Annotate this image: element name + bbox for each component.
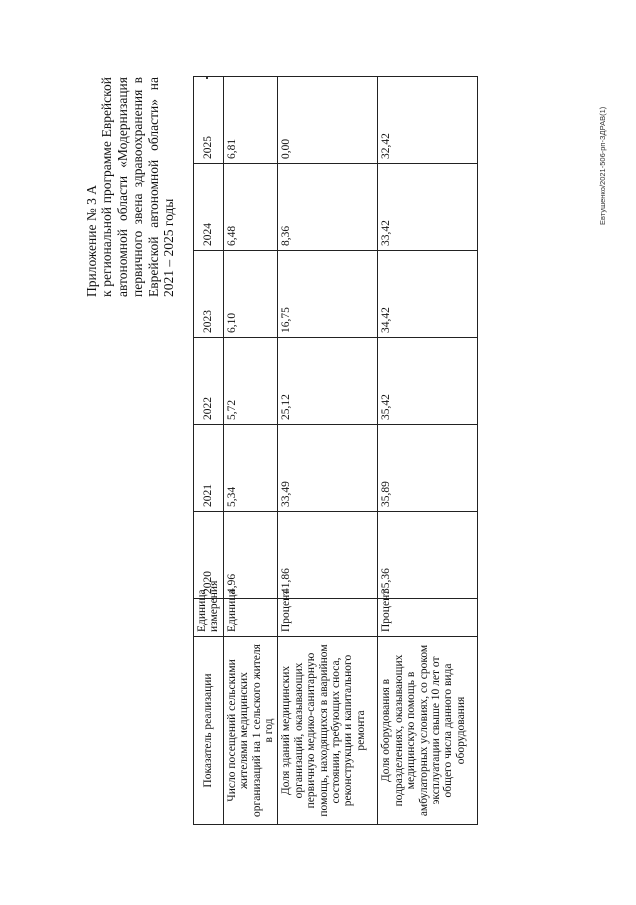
row-2-value-2025: 0,00 bbox=[278, 77, 378, 164]
row-1-value-2023: 6,10 bbox=[223, 251, 278, 338]
row-2-value-2020: 41,86 bbox=[278, 512, 378, 599]
row-2-unit: Процент bbox=[278, 599, 378, 637]
document-reference: Евтушенко/2021-506-рп-ЗДРАВ(1) bbox=[598, 106, 607, 225]
row-2-value-2023: 16,75 bbox=[278, 251, 378, 338]
row-1-value-2024: 6,48 bbox=[223, 164, 278, 251]
row-1-value-2021: 5,34 bbox=[223, 425, 278, 512]
row-3-value-2020: 35,36 bbox=[378, 512, 478, 599]
row-3-indicator: Доля оборудования в подразделениях, оказывающих медицинскую помощь в амбулаторных условиях, со сроком эксплуатации свыше 10 лет от общего числа данного вида оборудования bbox=[378, 637, 478, 825]
appendix-title: Приложение № 3 А bbox=[84, 185, 99, 297]
header-year-2023: 2023 bbox=[194, 251, 224, 338]
indicators-table bbox=[193, 76, 478, 825]
header-row bbox=[194, 77, 224, 825]
table-row bbox=[223, 77, 278, 825]
table-row bbox=[378, 77, 478, 825]
row-2-indicator: Доля зданий медицинских организаций, оказывающих первичную медико-санитарную помощь, находящихся в аварийном состоянии, требующих сноса, реконструкции и капитального ремонта bbox=[278, 637, 378, 825]
appendix-subtitle: к региональной программе Еврейской автономной области «Модернизация первичного звена здравоохранения в Еврейской автономной области» на 2021 – 2025 годы bbox=[99, 77, 177, 297]
row-2-value-2022: 25,12 bbox=[278, 338, 378, 425]
header-year-2025: 2025 bbox=[194, 77, 224, 164]
header-unit: Единица измерения bbox=[194, 599, 224, 637]
row-3-unit: Процент bbox=[378, 599, 478, 637]
table-row bbox=[278, 77, 378, 825]
header-indicator: Показатель реализации bbox=[194, 637, 224, 825]
header-year-2024: 2024 bbox=[194, 164, 224, 251]
row-3-value-2025: 32,42 bbox=[378, 77, 478, 164]
header-year-2022: 2022 bbox=[194, 338, 224, 425]
header-year-2021: 2021 bbox=[194, 425, 224, 512]
row-3-value-2022: 35,42 bbox=[378, 338, 478, 425]
row-1-unit: Единица bbox=[223, 599, 278, 637]
row-2-value-2024: 8,36 bbox=[278, 164, 378, 251]
row-3-value-2021: 35,89 bbox=[378, 425, 478, 512]
row-3-value-2024: 33,42 bbox=[378, 164, 478, 251]
row-3-value-2023: 34,42 bbox=[378, 251, 478, 338]
appendix-heading bbox=[84, 77, 176, 297]
row-1-value-2022: 5,72 bbox=[223, 338, 278, 425]
row-2-value-2021: 33,49 bbox=[278, 425, 378, 512]
row-1-value-2020: 4,96 bbox=[223, 512, 278, 599]
row-1-indicator: Число посещений сельскими жителями медицинских организаций на 1 сельского жителя в год bbox=[223, 637, 278, 825]
row-1-value-2025: 6,81 bbox=[223, 77, 278, 164]
header-year-2020: 2020 bbox=[194, 512, 224, 599]
